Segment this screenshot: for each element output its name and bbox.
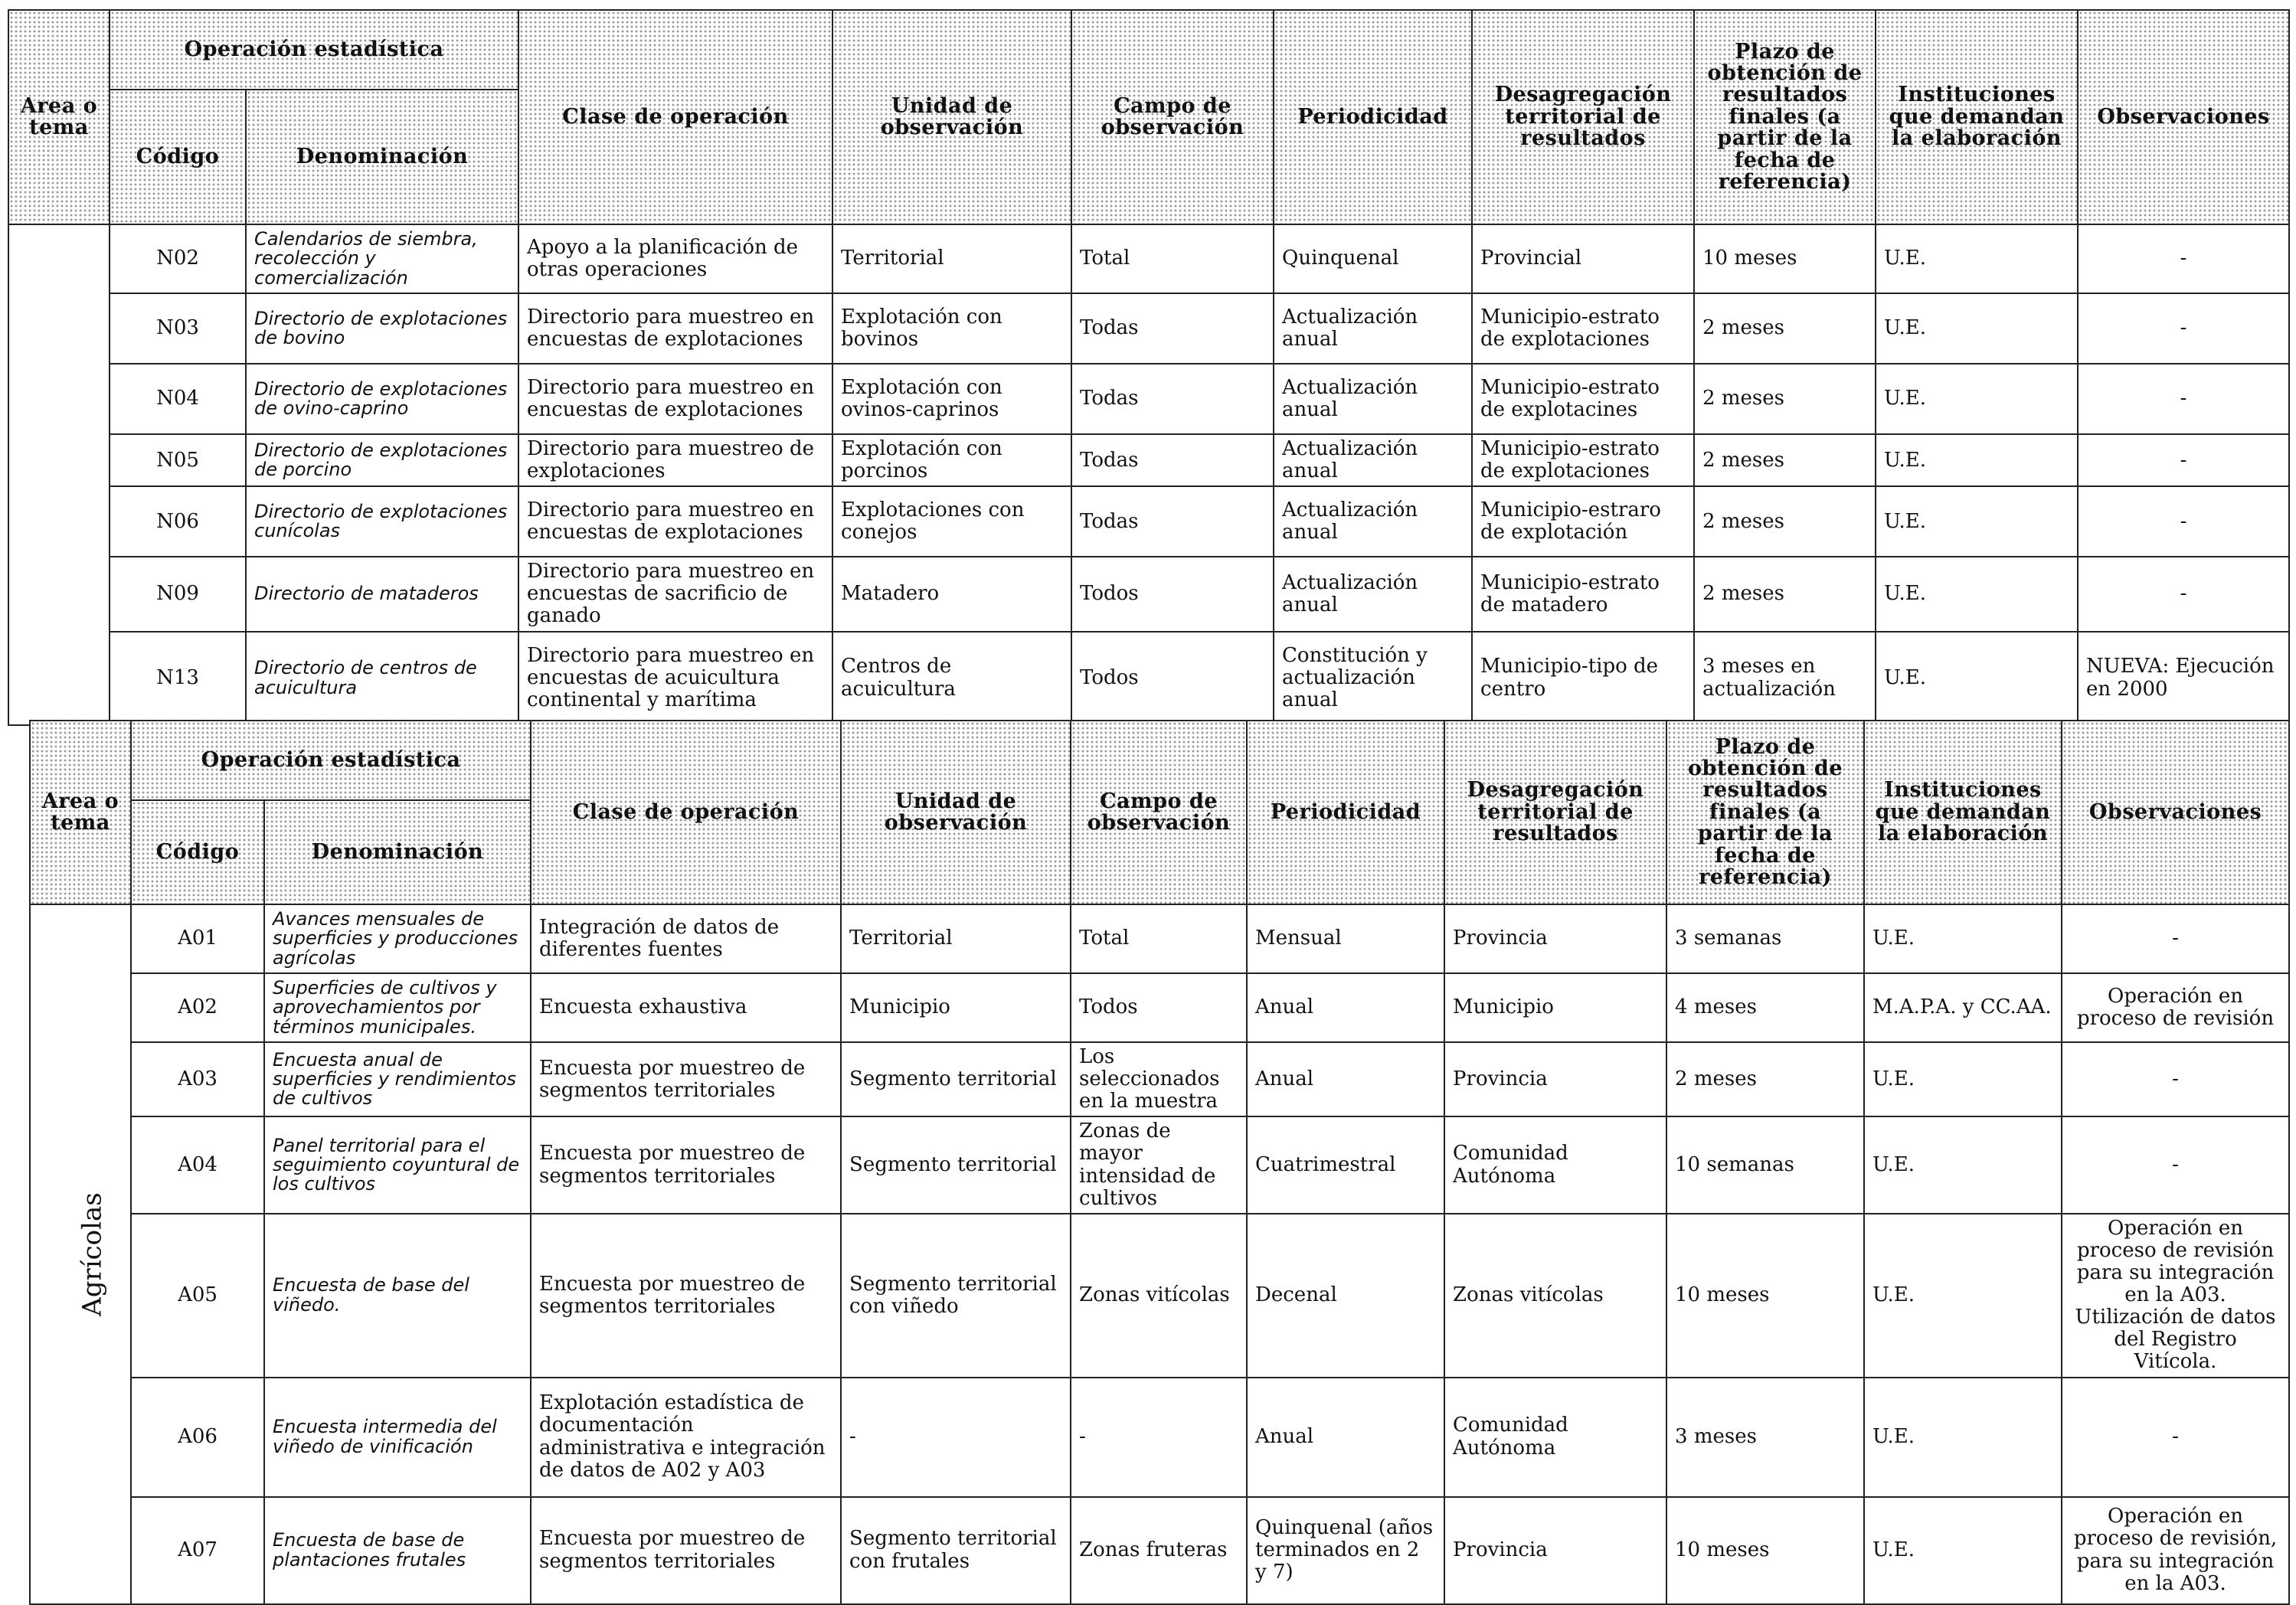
header-observaciones: Observaciones — [2062, 721, 2289, 904]
cell-codigo: A04 — [131, 1116, 264, 1213]
cell-codigo: A07 — [131, 1497, 264, 1604]
cell-unidad: Territorial — [841, 904, 1071, 973]
cell-codigo: A06 — [131, 1378, 264, 1497]
cell-plazo: 2 meses — [1694, 364, 1876, 434]
table-row — [30, 1116, 2289, 1213]
cell-denominacion: Directorio de explotaciones de porcino — [246, 434, 518, 486]
cell-plazo: 3 semanas — [1666, 904, 1864, 973]
cell-unidad: Explotación con bovinos — [832, 293, 1071, 364]
header-codigo: Código — [131, 800, 264, 904]
area-cell — [8, 224, 110, 725]
header-plazo: Plazo de obtención de resultados finales (a partir de la fecha de referencia) — [1694, 10, 1876, 224]
cell-observaciones: - — [2078, 557, 2289, 631]
cell-instituciones: U.E. — [1864, 1378, 2062, 1497]
table-row — [8, 557, 2289, 631]
cell-instituciones: U.E. — [1864, 1497, 2062, 1604]
cell-instituciones: U.E. — [1876, 434, 2078, 486]
cell-clase: Explotación estadística de documentación administrativa e integración de datos de A02 y A03 — [531, 1378, 841, 1497]
cell-codigo: N13 — [110, 632, 246, 725]
header-operacion: Operación estadística — [110, 10, 518, 90]
cell-plazo: 4 meses — [1666, 973, 1864, 1042]
table-row — [8, 486, 2289, 557]
cell-campo: Zonas fruteras — [1071, 1497, 1247, 1604]
cell-periodicidad: Actualización anual — [1274, 557, 1472, 631]
cell-campo: Los seleccionados en la muestra — [1071, 1042, 1247, 1116]
cell-clase: Apoyo a la planificación de otras operaciones — [518, 224, 832, 293]
cell-plazo: 2 meses — [1694, 486, 1876, 557]
cell-codigo: A02 — [131, 973, 264, 1042]
cell-denominacion: Encuesta de base de plantaciones frutales — [264, 1497, 531, 1604]
cell-codigo: N04 — [110, 364, 246, 434]
cell-clase: Directorio para muestreo en encuestas de explotaciones — [518, 364, 832, 434]
cell-unidad: Matadero — [832, 557, 1071, 631]
cell-periodicidad: Anual — [1247, 1042, 1444, 1116]
cell-denominacion: Avances mensuales de superficies y producciones agrícolas — [264, 904, 531, 973]
cell-instituciones: U.E. — [1876, 557, 2078, 631]
table-row — [30, 1378, 2289, 1497]
cell-denominacion: Calendarios de siembra, recolección y comercialización — [246, 224, 518, 293]
cell-desagregacion: Municipio — [1444, 973, 1666, 1042]
header-codigo: Código — [110, 90, 246, 224]
cell-plazo: 10 semanas — [1666, 1116, 1864, 1213]
cell-instituciones: M.A.P.A. y CC.AA. — [1864, 973, 2062, 1042]
header-denominacion: Denominación — [246, 90, 518, 224]
cell-denominacion: Directorio de mataderos — [246, 557, 518, 631]
cell-plazo: 10 meses — [1666, 1214, 1864, 1378]
header-observaciones: Observaciones — [2078, 10, 2289, 224]
cell-periodicidad: Anual — [1247, 973, 1444, 1042]
cell-campo: Todos — [1071, 632, 1274, 725]
header-clase: Clase de operación — [518, 10, 832, 224]
cell-codigo: N06 — [110, 486, 246, 557]
table-row — [8, 434, 2289, 486]
cell-desagregacion: Provincial — [1472, 224, 1694, 293]
area-cell — [30, 904, 131, 1604]
cell-codigo: A01 — [131, 904, 264, 973]
cell-observaciones: - — [2062, 1116, 2289, 1213]
cell-desagregacion: Provincia — [1444, 904, 1666, 973]
cell-observaciones: Operación en proceso de revisión — [2062, 973, 2289, 1042]
header-unidad: Unidad de observación — [841, 721, 1071, 904]
cell-campo: Todas — [1071, 434, 1274, 486]
cell-unidad: Explotación con porcinos — [832, 434, 1071, 486]
header-campo: Campo de observación — [1071, 10, 1274, 224]
cell-campo: Todas — [1071, 293, 1274, 364]
cell-desagregacion: Municipio-estrato de matadero — [1472, 557, 1694, 631]
cell-campo: Total — [1071, 224, 1274, 293]
cell-periodicidad: Actualización anual — [1274, 434, 1472, 486]
cell-instituciones: U.E. — [1876, 632, 2078, 725]
cell-desagregacion: Municipio-estraro de explotación — [1472, 486, 1694, 557]
cell-desagregacion: Municipio-estrato de explotacines — [1472, 364, 1694, 434]
cell-plazo: 2 meses — [1694, 557, 1876, 631]
cell-desagregacion: Provincia — [1444, 1497, 1666, 1604]
cell-unidad: Centros de acuicultura — [832, 632, 1071, 725]
cell-plazo: 3 meses — [1666, 1378, 1864, 1497]
header-periodicidad: Periodicidad — [1274, 10, 1472, 224]
cell-periodicidad: Actualización anual — [1274, 364, 1472, 434]
cell-campo: Total — [1071, 904, 1247, 973]
cell-unidad: Segmento territorial con frutales — [841, 1497, 1071, 1604]
cell-unidad: Segmento territorial con viñedo — [841, 1214, 1071, 1378]
cell-periodicidad: Decenal — [1247, 1214, 1444, 1378]
cell-campo: Todas — [1071, 486, 1274, 557]
cell-observaciones: - — [2078, 486, 2289, 557]
cell-clase: Encuesta por muestreo de segmentos territoriales — [531, 1214, 841, 1378]
cell-instituciones: U.E. — [1876, 486, 2078, 557]
table-row — [30, 1042, 2289, 1116]
cell-campo: Zonas de mayor intensidad de cultivos — [1071, 1116, 1247, 1213]
cell-plazo: 2 meses — [1694, 293, 1876, 364]
table-row — [30, 1497, 2289, 1604]
table-row — [30, 904, 2289, 973]
cell-instituciones: U.E. — [1876, 293, 2078, 364]
cell-observaciones: - — [2078, 224, 2289, 293]
header-desagregacion: Desagregación territorial de resultados — [1444, 721, 1666, 904]
table-row — [8, 364, 2289, 434]
cell-observaciones: - — [2078, 293, 2289, 364]
cell-desagregacion: Provincia — [1444, 1042, 1666, 1116]
cell-denominacion: Encuesta de base del viñedo. — [264, 1214, 531, 1378]
header-area: Area o tema — [8, 10, 110, 224]
cell-desagregacion: Comunidad Autónoma — [1444, 1378, 1666, 1497]
header-instituciones: Instituciones que demandan la elaboración — [1876, 10, 2078, 224]
cell-codigo: N05 — [110, 434, 246, 486]
cell-codigo: N02 — [110, 224, 246, 293]
cell-clase: Directorio para muestreo en encuestas de sacrificio de ganado — [518, 557, 832, 631]
cell-periodicidad: Anual — [1247, 1378, 1444, 1497]
cell-unidad: Territorial — [832, 224, 1071, 293]
cell-periodicidad: Quinquenal — [1274, 224, 1472, 293]
cell-instituciones: U.E. — [1876, 364, 2078, 434]
cell-denominacion: Directorio de explotaciones de ovino-caprino — [246, 364, 518, 434]
cell-unidad: Segmento territorial — [841, 1042, 1071, 1116]
cell-instituciones: U.E. — [1876, 224, 2078, 293]
cell-periodicidad: Constitución y actualización anual — [1274, 632, 1472, 725]
cell-campo: Todos — [1071, 973, 1247, 1042]
cell-periodicidad: Cuatrimestral — [1247, 1116, 1444, 1213]
cell-clase: Encuesta por muestreo de segmentos territoriales — [531, 1497, 841, 1604]
cell-clase: Directorio para muestreo de explotaciones — [518, 434, 832, 486]
cell-clase: Integración de datos de diferentes fuentes — [531, 904, 841, 973]
header-plazo: Plazo de obtención de resultados finales (a partir de la fecha de referencia) — [1666, 721, 1864, 904]
area-label: Agrícolas — [77, 1191, 108, 1316]
table-row — [8, 632, 2289, 725]
cell-periodicidad: Mensual — [1247, 904, 1444, 973]
cell-denominacion: Directorio de explotaciones de bovino — [246, 293, 518, 364]
cell-campo: Zonas vitícolas — [1071, 1214, 1247, 1378]
cell-desagregacion: Municipio-tipo de centro — [1472, 632, 1694, 725]
cell-desagregacion: Municipio-estrato de explotaciones — [1472, 293, 1694, 364]
header-periodicidad: Periodicidad — [1247, 721, 1444, 904]
cell-unidad: Segmento territorial — [841, 1116, 1071, 1213]
cell-unidad: Explotaciones con conejos — [832, 486, 1071, 557]
header-operacion: Operación estadística — [131, 721, 531, 800]
cell-instituciones: U.E. — [1864, 1042, 2062, 1116]
cell-plazo: 10 meses — [1694, 224, 1876, 293]
cell-clase: Directorio para muestreo en encuestas de explotaciones — [518, 293, 832, 364]
header-unidad: Unidad de observación — [832, 10, 1071, 224]
cell-campo: Todas — [1071, 364, 1274, 434]
cell-codigo: N03 — [110, 293, 246, 364]
header-denominacion: Denominación — [264, 800, 531, 904]
table-row — [8, 293, 2289, 364]
cell-instituciones: U.E. — [1864, 1214, 2062, 1378]
cell-codigo: N09 — [110, 557, 246, 631]
cell-denominacion: Directorio de centros de acuicultura — [246, 632, 518, 725]
cell-denominacion: Superficies de cultivos y aprovechamientos por términos municipales. — [264, 973, 531, 1042]
cell-unidad: - — [841, 1378, 1071, 1497]
cell-denominacion: Panel territorial para el seguimiento coyuntural de los cultivos — [264, 1116, 531, 1213]
cell-instituciones: U.E. — [1864, 904, 2062, 973]
cell-observaciones: - — [2078, 364, 2289, 434]
header-area: Area o tema — [30, 721, 131, 904]
cell-denominacion: Directorio de explotaciones cunícolas — [246, 486, 518, 557]
cell-clase: Directorio para muestreo en encuestas de acuicultura continental y marítima — [518, 632, 832, 725]
header-clase: Clase de operación — [531, 721, 841, 904]
cell-unidad: Municipio — [841, 973, 1071, 1042]
cell-codigo: A03 — [131, 1042, 264, 1116]
cell-observaciones: - — [2062, 904, 2289, 973]
cell-plazo: 3 meses en actualización — [1694, 632, 1876, 725]
cell-denominacion: Encuesta intermedia del viñedo de vinificación — [264, 1378, 531, 1497]
table-infraestructura — [8, 9, 2290, 726]
cell-campo: Todos — [1071, 557, 1274, 631]
table-row — [8, 224, 2289, 293]
cell-periodicidad: Actualización anual — [1274, 486, 1472, 557]
cell-clase: Encuesta exhaustiva — [531, 973, 841, 1042]
cell-codigo: A05 — [131, 1214, 264, 1378]
cell-campo: - — [1071, 1378, 1247, 1497]
header-instituciones: Instituciones que demandan la elaboración — [1864, 721, 2062, 904]
cell-periodicidad: Actualización anual — [1274, 293, 1472, 364]
cell-observaciones: Operación en proceso de revisión, para su integración en la A03. — [2062, 1497, 2289, 1604]
cell-observaciones: NUEVA: Ejecución en 2000 — [2078, 632, 2289, 725]
cell-clase: Encuesta por muestreo de segmentos territoriales — [531, 1116, 841, 1213]
cell-unidad: Explotación con ovinos-caprinos — [832, 364, 1071, 434]
cell-observaciones: Operación en proceso de revisión para su integración en la A03. Utilización de datos del Registro Vitícola. — [2062, 1214, 2289, 1378]
table-row — [30, 1214, 2289, 1378]
cell-periodicidad: Quinquenal (años terminados en 2 y 7) — [1247, 1497, 1444, 1604]
cell-plazo: 2 meses — [1666, 1042, 1864, 1116]
cell-desagregacion: Zonas vitícolas — [1444, 1214, 1666, 1378]
header-desagregacion: Desagregación territorial de resultados — [1472, 10, 1694, 224]
cell-instituciones: U.E. — [1864, 1116, 2062, 1213]
header-campo: Campo de observación — [1071, 721, 1247, 904]
cell-observaciones: - — [2062, 1378, 2289, 1497]
cell-desagregacion: Comunidad Autónoma — [1444, 1116, 1666, 1213]
cell-observaciones: - — [2078, 434, 2289, 486]
table-agricolas — [29, 720, 2290, 1605]
cell-observaciones: - — [2062, 1042, 2289, 1116]
cell-plazo: 2 meses — [1694, 434, 1876, 486]
cell-clase: Encuesta por muestreo de segmentos territoriales — [531, 1042, 841, 1116]
cell-denominacion: Encuesta anual de superficies y rendimientos de cultivos — [264, 1042, 531, 1116]
table-row — [30, 973, 2289, 1042]
cell-clase: Directorio para muestreo en encuestas de explotaciones — [518, 486, 832, 557]
cell-plazo: 10 meses — [1666, 1497, 1864, 1604]
cell-desagregacion: Municipio-estrato de explotaciones — [1472, 434, 1694, 486]
